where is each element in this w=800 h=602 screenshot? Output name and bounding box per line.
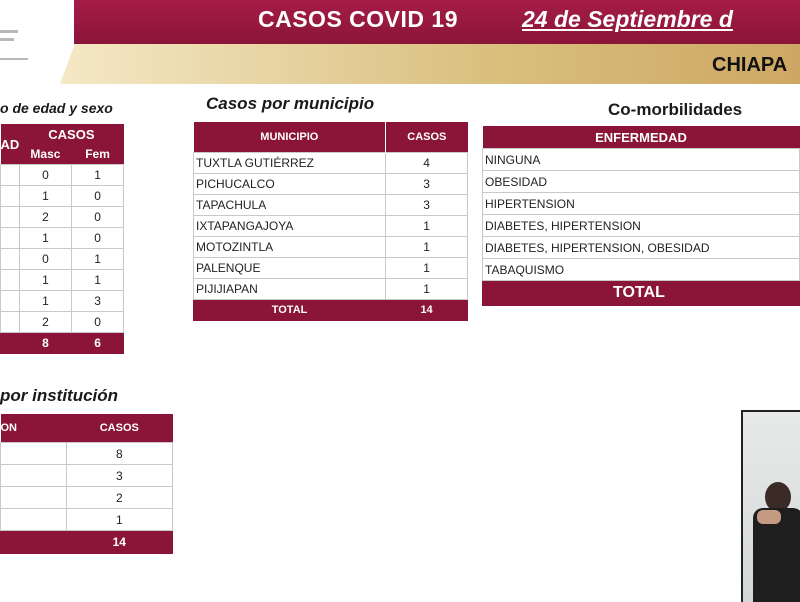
table-row [194, 174, 468, 195]
table-row [194, 237, 468, 258]
municipio-casos: 4 [386, 153, 468, 174]
table-row [483, 149, 800, 171]
total-masc: 8 [19, 333, 71, 354]
municipio-name: IXTAPANGAJOYA [194, 216, 386, 237]
table-row [194, 195, 468, 216]
comorbilidades-title: Co-morbilidades [608, 100, 743, 119]
table-row [194, 258, 468, 279]
table-row [1, 487, 173, 509]
municipio-title: Casos por municipio [206, 94, 375, 113]
institucion-casos: 2 [66, 487, 172, 509]
fem-cell: 0 [72, 207, 124, 228]
table-row [194, 216, 468, 237]
municipio-casos: 3 [386, 174, 468, 195]
col-header-casos: CASOS [19, 124, 123, 144]
total-fem: 6 [72, 333, 124, 354]
table-row [483, 259, 800, 281]
masc-cell: 0 [19, 165, 71, 186]
total-label: TOTAL [483, 281, 800, 306]
col-header-municipio: MUNICIPIO [194, 122, 386, 153]
table-row [483, 171, 800, 193]
institucion-casos: 3 [66, 465, 172, 487]
masc-cell: 2 [19, 312, 71, 333]
logo-line [0, 38, 14, 41]
masc-cell: 2 [19, 207, 71, 228]
fem-cell: 1 [72, 249, 124, 270]
comorbilidades-table [482, 126, 800, 306]
fem-cell: 0 [72, 312, 124, 333]
fem-cell: 1 [72, 270, 124, 291]
col-header-masc: Masc [19, 144, 71, 165]
state-name: CHIAPA [712, 54, 788, 76]
total-row [483, 281, 800, 306]
total-value: 14 [386, 300, 468, 321]
table-row [1, 291, 124, 312]
total-row [194, 300, 468, 321]
header-date: 24 de Septiembre d [522, 6, 733, 32]
municipio-casos: 1 [386, 216, 468, 237]
table-row [1, 165, 124, 186]
enfermedad-name: DIABETES, HIPERTENSION, OBESIDAD [483, 237, 800, 259]
fem-cell: 0 [72, 186, 124, 207]
enfermedad-name: NINGUNA [483, 149, 800, 171]
col-header-institucion: ON [1, 414, 67, 443]
logo-line [0, 30, 18, 33]
municipio-name: MOTOZINTLA [194, 237, 386, 258]
table-row [1, 270, 124, 291]
table-row [483, 215, 800, 237]
col-header-casos: CASOS [66, 414, 172, 443]
enfermedad-name: TABAQUISMO [483, 259, 800, 281]
fem-cell: 1 [72, 165, 124, 186]
enfermedad-name: OBESIDAD [483, 171, 800, 193]
interpreter-hand [757, 510, 781, 524]
table-row [1, 186, 124, 207]
municipio-casos: 1 [386, 237, 468, 258]
col-header-casos: CASOS [386, 122, 468, 153]
edad-sexo-title: o de edad y sexo [0, 100, 113, 116]
table-row [194, 153, 468, 174]
table-row [1, 207, 124, 228]
government-logo [0, 0, 74, 84]
table-row [1, 443, 173, 465]
municipio-name: TUXTLA GUTIÉRREZ [194, 153, 386, 174]
total-value: 14 [66, 531, 172, 554]
state-banner [60, 44, 800, 84]
total-row [1, 333, 124, 354]
masc-cell: 1 [19, 270, 71, 291]
col-header-fem: Fem [72, 144, 124, 165]
table-row [483, 237, 800, 259]
institucion-title: por institución [0, 386, 119, 405]
table-row [1, 249, 124, 270]
masc-cell: 1 [19, 291, 71, 312]
municipio-name: PIJIJIAPAN [194, 279, 386, 300]
municipio-name: PICHUCALCO [194, 174, 386, 195]
table-row [1, 509, 173, 531]
edad-sexo-table [0, 124, 124, 354]
sign-language-interpreter-video [741, 410, 800, 602]
table-row [1, 312, 124, 333]
municipio-name: TAPACHULA [194, 195, 386, 216]
table-row [483, 193, 800, 215]
institucion-table [0, 414, 173, 554]
masc-cell: 0 [19, 249, 71, 270]
table-row [194, 279, 468, 300]
table-row [1, 465, 173, 487]
table-row [1, 228, 124, 249]
municipio-table [193, 122, 468, 321]
enfermedad-name: DIABETES, HIPERTENSION [483, 215, 800, 237]
municipio-casos: 3 [386, 195, 468, 216]
masc-cell: 1 [19, 186, 71, 207]
fem-cell: 3 [72, 291, 124, 312]
header-title: CASOS COVID 19 [258, 6, 458, 32]
masc-cell: 1 [19, 228, 71, 249]
logo-line [0, 58, 28, 60]
total-label: TOTAL [194, 300, 386, 321]
col-header-edad: AD [1, 124, 20, 165]
total-row [1, 531, 173, 554]
institucion-casos: 1 [66, 509, 172, 531]
municipio-name: PALENQUE [194, 258, 386, 279]
institucion-casos: 8 [66, 443, 172, 465]
municipio-casos: 1 [386, 279, 468, 300]
municipio-casos: 1 [386, 258, 468, 279]
col-header-enfermedad: ENFERMEDAD [483, 126, 800, 149]
fem-cell: 0 [72, 228, 124, 249]
enfermedad-name: HIPERTENSION [483, 193, 800, 215]
